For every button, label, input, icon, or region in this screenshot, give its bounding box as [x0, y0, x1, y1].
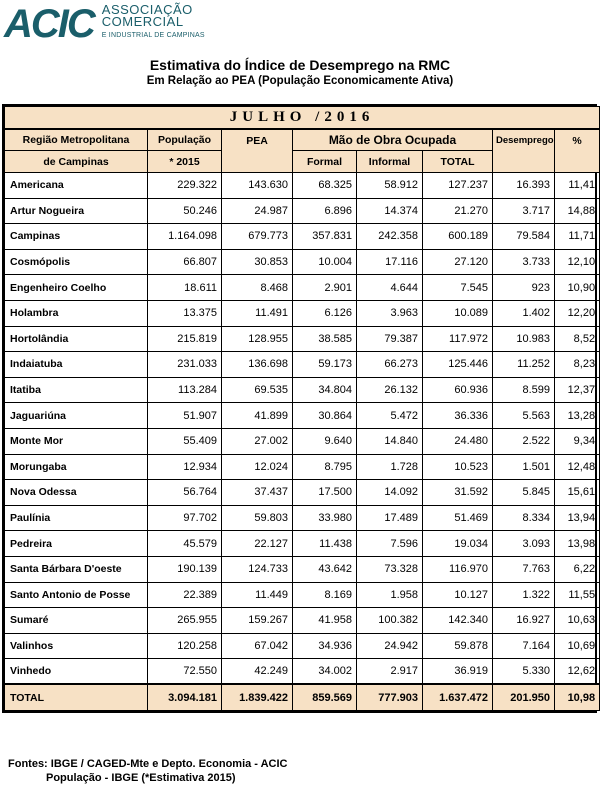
table-row [5, 608, 600, 634]
cell-pea: 37.437 [222, 480, 293, 506]
cell-formal: 6.896 [293, 198, 357, 224]
logo-mark: ACIC [4, 2, 94, 46]
table-row [5, 198, 600, 224]
cell-formal: 38.585 [293, 326, 357, 352]
cell-pea: 159.267 [222, 608, 293, 634]
cell-desemp: 8.334 [493, 505, 555, 531]
cell-pop: 51.907 [148, 403, 222, 429]
cell-pct: 10,69 [555, 633, 600, 659]
cell-pop: 3.094.181 [148, 684, 222, 710]
cell-total: 10.523 [423, 454, 493, 480]
cell-name: Santa Bárbara D'oeste [5, 556, 148, 582]
cell-pea: 679.773 [222, 224, 293, 250]
cell-pea: 27.002 [222, 428, 293, 454]
cell-desemp: 7.164 [493, 633, 555, 659]
cell-pop: 22.389 [148, 582, 222, 608]
cell-formal: 357.831 [293, 224, 357, 250]
cell-desemp: 1.402 [493, 300, 555, 326]
cell-formal: 8.169 [293, 582, 357, 608]
cell-informal: 1.958 [357, 582, 423, 608]
cell-total: 127.237 [423, 173, 493, 199]
cell-informal: 73.328 [357, 556, 423, 582]
cell-pct: 8,23 [555, 352, 600, 378]
cell-desemp: 79.584 [493, 224, 555, 250]
cell-name: Sumaré [5, 608, 148, 634]
cell-total: 7.545 [423, 275, 493, 301]
cell-name: Santo Antonio de Posse [5, 582, 148, 608]
cell-informal: 66.273 [357, 352, 423, 378]
cell-pct: 13,28 [555, 403, 600, 429]
cell-pop: 215.819 [148, 326, 222, 352]
cell-formal: 34.002 [293, 659, 357, 685]
cell-pea: 67.042 [222, 633, 293, 659]
logo-line2: COMERCIAL [101, 14, 184, 29]
cell-total: 51.469 [423, 505, 493, 531]
table-row [5, 275, 600, 301]
cell-pea: 41.899 [222, 403, 293, 429]
cell-desemp: 16.393 [493, 173, 555, 199]
cell-informal: 14.374 [357, 198, 423, 224]
cell-informal: 100.382 [357, 608, 423, 634]
header-pct: % [555, 129, 600, 173]
cell-desemp: 2.522 [493, 428, 555, 454]
cell-name: Jaguariúna [5, 403, 148, 429]
cell-formal: 11.438 [293, 531, 357, 557]
cell-desemp: 1.322 [493, 582, 555, 608]
header-mao-obra: Mão de Obra Ocupada [293, 129, 493, 151]
cell-total: 60.936 [423, 377, 493, 403]
cell-total: 116.970 [423, 556, 493, 582]
table-row [5, 454, 600, 480]
table-row [5, 505, 600, 531]
cell-total: 24.480 [423, 428, 493, 454]
cell-pct: 11,41 [555, 173, 600, 199]
cell-name: Monte Mor [5, 428, 148, 454]
cell-name: Americana [5, 173, 148, 199]
table-row [5, 352, 600, 378]
cell-informal: 58.912 [357, 173, 423, 199]
cell-formal: 859.569 [293, 684, 357, 710]
footer-sources [8, 757, 288, 785]
cell-pop: 265.955 [148, 608, 222, 634]
header-regiao-2: de Campinas [5, 151, 148, 173]
cell-pct: 12,10 [555, 249, 600, 275]
header-total: TOTAL [423, 151, 493, 173]
cell-pct: 14,88 [555, 198, 600, 224]
cell-pct: 11,55 [555, 582, 600, 608]
cell-desemp: 3.093 [493, 531, 555, 557]
header-desemprego: Desemprego [493, 129, 555, 173]
cell-pea: 11.491 [222, 300, 293, 326]
cell-pop: 18.611 [148, 275, 222, 301]
cell-pop: 231.033 [148, 352, 222, 378]
cell-pct: 13,94 [555, 505, 600, 531]
cell-informal: 3.963 [357, 300, 423, 326]
cell-pop: 13.375 [148, 300, 222, 326]
cell-desemp: 3.717 [493, 198, 555, 224]
period-label: JULHO /2016 [5, 107, 600, 129]
cell-pea: 1.839.422 [222, 684, 293, 710]
cell-total: 125.446 [423, 352, 493, 378]
cell-pea: 59.803 [222, 505, 293, 531]
table-row [5, 633, 600, 659]
cell-formal: 41.958 [293, 608, 357, 634]
table-row [5, 556, 600, 582]
cell-pop: 1.164.098 [148, 224, 222, 250]
cell-name: Valinhos [5, 633, 148, 659]
cell-formal: 8.795 [293, 454, 357, 480]
cell-pea: 22.127 [222, 531, 293, 557]
cell-name: Artur Nogueira [5, 198, 148, 224]
table-row [5, 300, 600, 326]
unemployment-table [2, 104, 597, 713]
table-row [5, 659, 600, 685]
cell-pea: 143.630 [222, 173, 293, 199]
cell-desemp: 11.252 [493, 352, 555, 378]
header-populacao-1: População [148, 129, 222, 151]
cell-total: 142.340 [423, 608, 493, 634]
cell-pop: 97.702 [148, 505, 222, 531]
cell-informal: 17.116 [357, 249, 423, 275]
cell-total: 1.637.472 [423, 684, 493, 710]
table-row [5, 173, 600, 199]
cell-pct: 12,37 [555, 377, 600, 403]
cell-pea: 69.535 [222, 377, 293, 403]
cell-formal: 43.642 [293, 556, 357, 582]
cell-formal: 2.901 [293, 275, 357, 301]
total-row [5, 684, 600, 710]
cell-name: Campinas [5, 224, 148, 250]
cell-total: 27.120 [423, 249, 493, 275]
cell-desemp: 3.733 [493, 249, 555, 275]
cell-informal: 17.489 [357, 505, 423, 531]
cell-desemp: 1.501 [493, 454, 555, 480]
cell-pop: 45.579 [148, 531, 222, 557]
cell-formal: 33.980 [293, 505, 357, 531]
cell-total: 10.089 [423, 300, 493, 326]
cell-pea: 11.449 [222, 582, 293, 608]
cell-informal: 1.728 [357, 454, 423, 480]
cell-formal: 17.500 [293, 480, 357, 506]
cell-desemp: 923 [493, 275, 555, 301]
table-row [5, 249, 600, 275]
cell-name: Vinhedo [5, 659, 148, 685]
table-row [5, 403, 600, 429]
cell-pct: 10,98 [555, 684, 600, 710]
cell-pct: 8,52 [555, 326, 600, 352]
cell-informal: 242.358 [357, 224, 423, 250]
table-row [5, 224, 600, 250]
cell-informal: 4.644 [357, 275, 423, 301]
table-row [5, 377, 600, 403]
header-formal: Formal [293, 151, 357, 173]
cell-formal: 30.864 [293, 403, 357, 429]
cell-pea: 8.468 [222, 275, 293, 301]
cell-pea: 24.987 [222, 198, 293, 224]
header-pea: PEA [222, 129, 293, 173]
cell-formal: 59.173 [293, 352, 357, 378]
cell-informal: 24.942 [357, 633, 423, 659]
cell-pop: 120.258 [148, 633, 222, 659]
table-row [5, 480, 600, 506]
cell-desemp: 5.845 [493, 480, 555, 506]
cell-pct: 12,62 [555, 659, 600, 685]
logo-line1: ASSOCIAÇÃO [101, 2, 193, 17]
cell-informal: 777.903 [357, 684, 423, 710]
cell-name: Pedreira [5, 531, 148, 557]
cell-pea: 136.698 [222, 352, 293, 378]
cell-pct: 9,34 [555, 428, 600, 454]
cell-name: Paulínia [5, 505, 148, 531]
cell-informal: 2.917 [357, 659, 423, 685]
cell-formal: 9.640 [293, 428, 357, 454]
cell-informal: 14.840 [357, 428, 423, 454]
page-title: Estimativa do Índice de Desemprego na RMC [149, 57, 451, 73]
cell-desemp: 8.599 [493, 377, 555, 403]
cell-pea: 128.955 [222, 326, 293, 352]
header-populacao-2: * 2015 [148, 151, 222, 173]
cell-name: Engenheiro Coelho [5, 275, 148, 301]
cell-desemp: 5.563 [493, 403, 555, 429]
cell-pct: 6,22 [555, 556, 600, 582]
cell-total: 59.878 [423, 633, 493, 659]
cell-informal: 26.132 [357, 377, 423, 403]
cell-formal: 68.325 [293, 173, 357, 199]
cell-pea: 12.024 [222, 454, 293, 480]
logo-text [102, 4, 205, 42]
footer-line2: População - IBGE (*Estimativa 2015) [46, 772, 236, 784]
cell-total: 19.034 [423, 531, 493, 557]
cell-informal: 7.596 [357, 531, 423, 557]
cell-informal: 79.387 [357, 326, 423, 352]
cell-formal: 6.126 [293, 300, 357, 326]
cell-name: Hortolândia [5, 326, 148, 352]
cell-total: 36.336 [423, 403, 493, 429]
page-subtitle: Em Relação ao PEA (População Economicamente Ativa) [146, 75, 454, 87]
table-row [5, 582, 600, 608]
cell-pop: 66.807 [148, 249, 222, 275]
cell-name: Itatiba [5, 377, 148, 403]
cell-name: TOTAL [5, 684, 148, 710]
cell-desemp: 16.927 [493, 608, 555, 634]
cell-name: Cosmópolis [5, 249, 148, 275]
cell-total: 36.919 [423, 659, 493, 685]
cell-pct: 12,48 [555, 454, 600, 480]
cell-desemp: 10.983 [493, 326, 555, 352]
cell-pea: 42.249 [222, 659, 293, 685]
cell-pop: 12.934 [148, 454, 222, 480]
cell-name: Morungaba [5, 454, 148, 480]
cell-pct: 11,71 [555, 224, 600, 250]
cell-total: 10.127 [423, 582, 493, 608]
logo-line3: E INDUSTRIAL DE CAMPINAS [101, 32, 205, 39]
cell-pop: 113.284 [148, 377, 222, 403]
header-informal: Informal [357, 151, 423, 173]
cell-formal: 34.936 [293, 633, 357, 659]
cell-pea: 30.853 [222, 249, 293, 275]
cell-desemp: 201.950 [493, 684, 555, 710]
acic-logo [4, 2, 205, 48]
cell-pct: 10,90 [555, 275, 600, 301]
cell-informal: 5.472 [357, 403, 423, 429]
cell-pop: 72.550 [148, 659, 222, 685]
cell-pop: 55.409 [148, 428, 222, 454]
cell-pop: 56.764 [148, 480, 222, 506]
table-row [5, 428, 600, 454]
cell-informal: 14.092 [357, 480, 423, 506]
cell-desemp: 5.330 [493, 659, 555, 685]
cell-pct: 13,98 [555, 531, 600, 557]
table-row [5, 326, 600, 352]
cell-pop: 190.139 [148, 556, 222, 582]
cell-pop: 229.322 [148, 173, 222, 199]
cell-pct: 15,61 [555, 480, 600, 506]
cell-total: 117.972 [423, 326, 493, 352]
cell-name: Nova Odessa [5, 480, 148, 506]
cell-name: Indaiatuba [5, 352, 148, 378]
header-regiao-1: Região Metropolitana [5, 129, 148, 151]
footer-line1: Fontes: IBGE / CAGED-Mte e Depto. Economia - ACIC [8, 758, 288, 770]
cell-formal: 10.004 [293, 249, 357, 275]
cell-total: 600.189 [423, 224, 493, 250]
cell-total: 31.592 [423, 480, 493, 506]
cell-pop: 50.246 [148, 198, 222, 224]
cell-name: Holambra [5, 300, 148, 326]
cell-pea: 124.733 [222, 556, 293, 582]
table-row [5, 531, 600, 557]
cell-pct: 12,20 [555, 300, 600, 326]
cell-pct: 10,63 [555, 608, 600, 634]
cell-desemp: 7.763 [493, 556, 555, 582]
cell-formal: 34.804 [293, 377, 357, 403]
cell-total: 21.270 [423, 198, 493, 224]
